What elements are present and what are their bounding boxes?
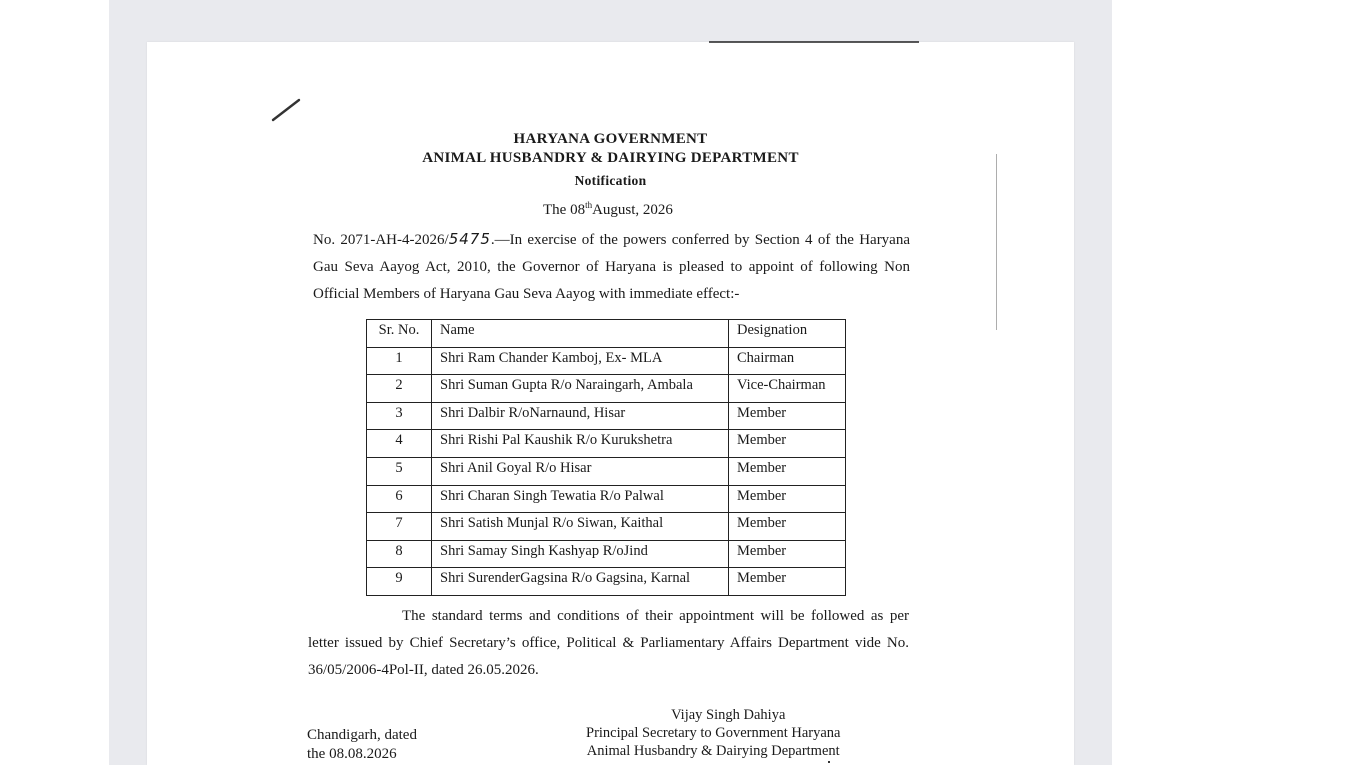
pen-stroke-mark: [271, 96, 303, 122]
table-row: [367, 540, 846, 568]
signatory-title-2: Animal Husbandry & Dairying Department: [586, 743, 840, 759]
outro-line-3: 36/05/2006-4Pol-II, dated 26.05.2026.: [308, 662, 539, 678]
table-row: [367, 568, 846, 596]
department-heading: ANIMAL HUSBANDRY & DAIRYING DEPARTMENT: [422, 150, 799, 166]
cell-designation: Member: [729, 540, 846, 568]
place-and-date: [307, 726, 417, 764]
signatory-title-1: Principal Secretary to Government Haryana: [586, 725, 841, 741]
outro-line-2: letter issued by Chief Secretary’s office, Political & Parliamentary Affairs Department vide No.: [308, 635, 909, 651]
table-row: [367, 513, 846, 541]
cell-sr-no: 1: [367, 347, 432, 375]
intro-paragraph: [313, 226, 910, 308]
table-header-row: [367, 320, 846, 348]
table-row: [367, 347, 846, 375]
outro-line-1: The standard terms and conditions of their appointment will be followed as per: [402, 608, 909, 624]
cell-designation: Member: [729, 430, 846, 458]
table-row: [367, 430, 846, 458]
cell-designation: Member: [729, 568, 846, 596]
intro-line-3: Official Members of Haryana Gau Seva Aayog with immediate effect:-: [313, 286, 740, 302]
intro-text-1: .—In exercise of the powers conferred by Section 4 of the Haryana: [490, 232, 911, 248]
cell-designation: Member: [729, 513, 846, 541]
cell-name: Shri Samay Singh Kashyap R/oJind: [432, 540, 729, 568]
outro-paragraph: [308, 603, 909, 684]
cell-sr-no: 2: [367, 375, 432, 403]
table-row: [367, 457, 846, 485]
notification-heading: Notification: [574, 173, 647, 188]
cell-sr-no: 3: [367, 402, 432, 430]
cell-designation: Member: [729, 402, 846, 430]
place-line-1: Chandigarh, dated: [307, 727, 417, 743]
cell-name: Shri Charan Singh Tewatia R/o Palwal: [432, 485, 729, 513]
table-row: [367, 402, 846, 430]
cell-sr-no: 5: [367, 457, 432, 485]
cell-designation: Member: [729, 485, 846, 513]
cell-name: Shri Suman Gupta R/o Naraingarh, Ambala: [432, 375, 729, 403]
cell-name: Shri Satish Munjal R/o Siwan, Kaithal: [432, 513, 729, 541]
scan-edge-mark: [709, 41, 919, 43]
cell-sr-no: 4: [367, 430, 432, 458]
signatory-name: Vijay Singh Dahiya: [671, 707, 786, 723]
government-heading: HARYANA GOVERNMENT: [513, 131, 708, 147]
cell-sr-no: 9: [367, 568, 432, 596]
scan-speck: [828, 761, 830, 763]
cell-name: Shri Anil Goyal R/o Hisar: [432, 457, 729, 485]
members-table: [366, 319, 846, 596]
intro-line-1: [313, 226, 910, 254]
handwritten-number: 5475: [448, 230, 491, 248]
header-designation: Designation: [729, 320, 846, 348]
notification-date: [543, 200, 673, 219]
cell-designation: Vice-Chairman: [729, 375, 846, 403]
table-row: [367, 485, 846, 513]
header-sr-no: Sr. No.: [367, 320, 432, 348]
signatory-block: [586, 706, 840, 760]
date-prefix: The 08: [543, 202, 586, 218]
notification-number: No. 2071-AH-4-2026/: [313, 232, 449, 248]
cell-sr-no: 7: [367, 513, 432, 541]
cell-name: Shri Ram Chander Kamboj, Ex- MLA: [432, 347, 729, 375]
cell-designation: Member: [729, 457, 846, 485]
cell-sr-no: 8: [367, 540, 432, 568]
place-line-2: the 08.08.2026: [307, 746, 397, 762]
cell-designation: Chairman: [729, 347, 846, 375]
cell-sr-no: 6: [367, 485, 432, 513]
table-row: [367, 375, 846, 403]
date-rest: August, 2026: [592, 202, 673, 218]
cell-name: Shri Rishi Pal Kaushik R/o Kurukshetra: [432, 430, 729, 458]
date-ordinal: th: [585, 200, 593, 210]
cell-name: Shri Dalbir R/oNarnaund, Hisar: [432, 402, 729, 430]
header-name: Name: [432, 320, 729, 348]
intro-line-2: Gau Seva Aayog Act, 2010, the Governor of Haryana is pleased to appoint of following Non: [313, 259, 910, 275]
document-page: [147, 42, 1074, 765]
cell-name: Shri SurenderGagsina R/o Gagsina, Karnal: [432, 568, 729, 596]
